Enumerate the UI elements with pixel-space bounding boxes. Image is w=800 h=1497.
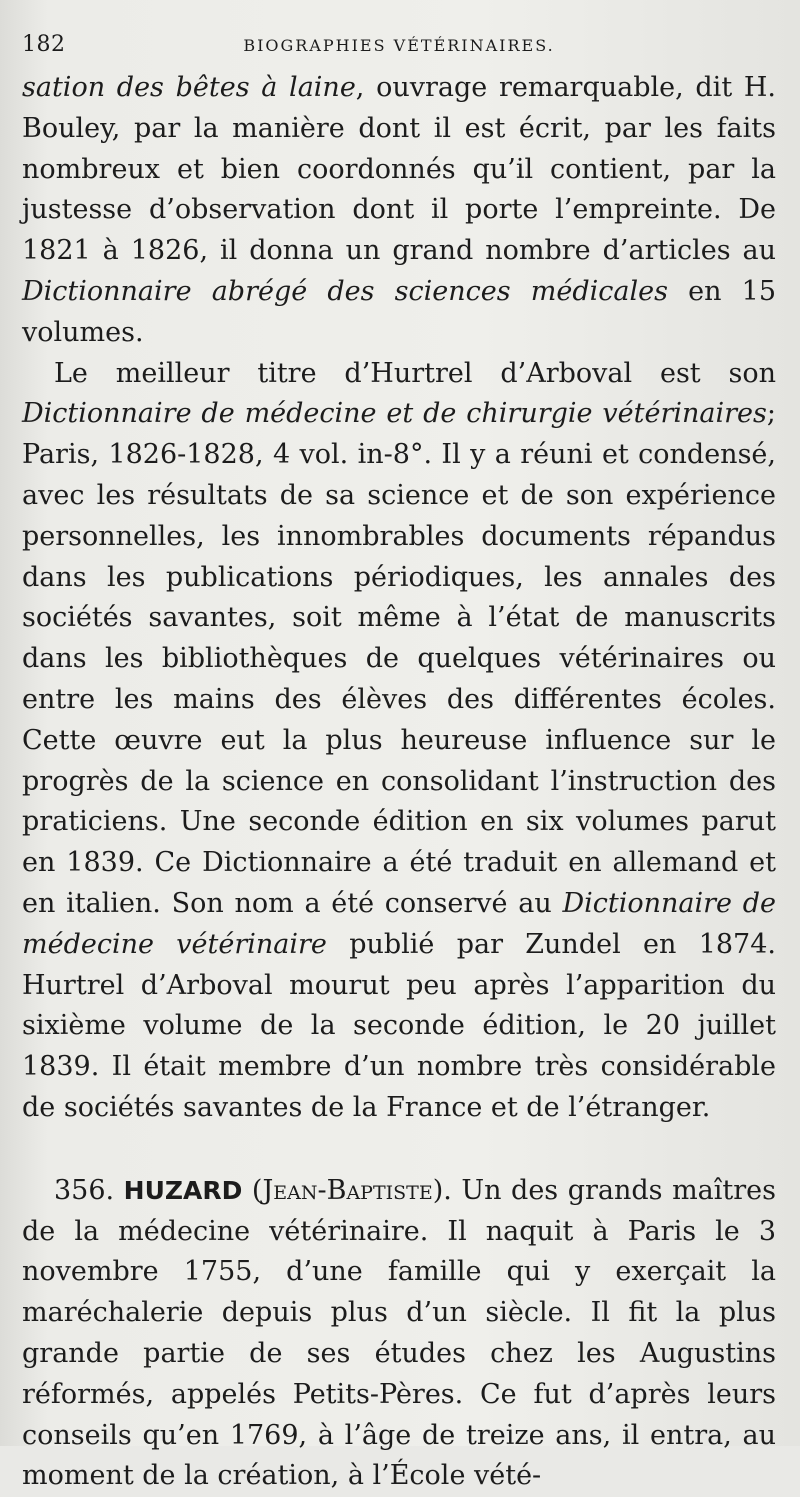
page-header: [22, 28, 776, 68]
entry-name: HUZARD: [123, 1175, 243, 1205]
paragraph-continuation: [22, 68, 776, 354]
book-title-italic: Dictionnaire de médecine et de chirurgie vétérinaires: [22, 398, 767, 430]
paragraph-text: . Un des grands maîtres de la médecine vétérinaire. Il naquit à Paris le 3 novembre 1755, d’une famille qui y exerçait la maréchalerie depuis plus d’un siècle. Il fit la plus grande partie de ses études chez les Augustins réformés, appelés Petits-Pères. Ce fut d’après leurs conseils qu’en 1769, à l’âge de treize ans, il entra, au moment de la création, à l’École vété-: [22, 1174, 776, 1492]
book-title-italic: sation des bêtes à laine: [22, 72, 356, 103]
paragraph-text: , ouvrage remarquable, dit H. Bouley, par la manière dont il est écrit, par les faits nombreux et bien coordonnés qu’il contient, par la justesse d’observation dont il porte l’empreinte. De 1821 à 1826, il donna un grand nombre d’articles au: [22, 72, 776, 267]
paragraph-text: ; Paris, 1826-1828, 4 vol. in-8°. Il y a réuni et condensé, avec les résultats de sa science et de son expérience personnelles, les innombrables documents répandus dans les publications périodiques, les annales des sociétés savantes, soit même à l’état de manuscrits dans les bibliothèques de quelques vétérinaires ou entre les mains des élèves des différentes écoles. Cette œuvre eut la plus heureuse influence sur le progrès de la science en consolidant l’instruction des praticiens. Une seconde édition en six volumes parut en 1839. Ce Dictionnaire a été traduit en allemand et en italien. Son nom a été conservé au: [22, 398, 776, 919]
page-number: 182: [22, 32, 66, 57]
paragraph-text: publié par Zundel en 1874. Hurtrel d’Arboval mourut peu après l’apparition du sixième volume de la seconde édition, le 20 juillet 1839. Il était membre d’un nombre très considérable de sociétés savantes de la France et de l’étranger.: [22, 928, 776, 1123]
entry-huzard: [22, 1171, 776, 1497]
entry-number: 356.: [54, 1174, 124, 1206]
book-title-italic: Dictionnaire abrégé des sciences médicales: [22, 275, 668, 307]
running-title: BIOGRAPHIES VÉTÉRINAIRES.: [243, 36, 555, 55]
paragraph-hurtrel: [22, 354, 776, 1129]
body-text: [22, 68, 776, 1497]
book-title-italic: Dictionnaire de médecine vétérinaire: [22, 887, 776, 960]
entry-given-names: (Jean-Baptiste): [242, 1174, 444, 1206]
section-gap: [22, 1129, 776, 1171]
paragraph-text: Le meilleur titre d’Hurtrel d’Arboval est son: [54, 357, 776, 389]
paragraph-text: en 15 volumes.: [22, 275, 776, 348]
